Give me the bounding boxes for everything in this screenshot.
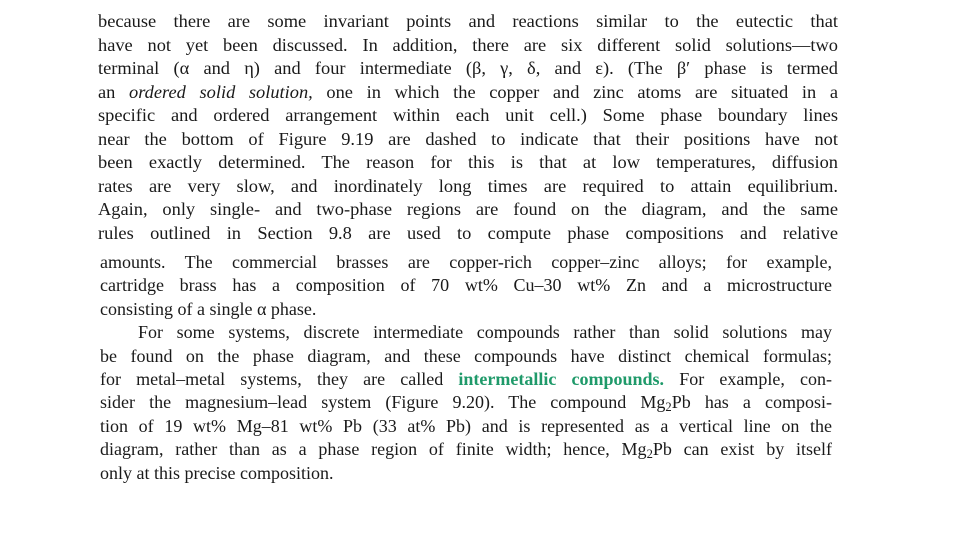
text-line: be found on the phase diagram, and these compounds have distinct chemical formulas; <box>100 345 832 366</box>
text-line: For some systems, discrete intermediate compounds rather than solid solutions may <box>138 322 832 343</box>
text-segment: one in which the copper and zinc atoms are situated in a <box>312 81 838 102</box>
subscript: 2 <box>646 447 653 462</box>
text-line: have not yet been discussed. In addition, there are six different solid solutions—two <box>98 34 838 55</box>
italic-term-ordered-solid-solution: ordered solid solution, <box>129 81 313 102</box>
text-line: specific and ordered arrangement within each unit cell.) Some phase boundary lines <box>98 105 838 125</box>
key-term-intermetallic-compounds: intermetallic compounds. <box>458 369 665 390</box>
paragraph-intermetallic <box>100 251 832 485</box>
text-segment: an <box>98 81 129 102</box>
text-line: only at this precise composition. <box>100 462 334 483</box>
text-line: rules outlined in Section 9.8 are used to compute phase compositions and relative <box>98 222 838 243</box>
text-segment: Pb has a composi- <box>671 392 832 413</box>
text-line <box>100 438 832 461</box>
text-line: been exactly determined. The reason for this is that at low temperatures, diffusion <box>98 152 838 172</box>
text-line: amounts. The commercial brasses are copper-rich copper–zinc alloys; for example, <box>100 252 832 272</box>
text-line: terminal (α and η) and four intermediate (β, γ, δ, and ε). (The β′ phase is termed <box>98 58 838 78</box>
text-segment: sider the magnesium–lead system (Figure 9.20). The compound Mg <box>100 392 666 413</box>
paragraph-continued <box>98 10 838 245</box>
text-line: near the bottom of Figure 9.19 are dashed to indicate that their positions have not <box>98 128 838 149</box>
text-line <box>100 391 832 414</box>
text-line: because there are some invariant points and reactions similar to the eutectic that <box>98 11 838 31</box>
text-line <box>100 368 832 391</box>
text-line: rates are very slow, and inordinately long times are required to attain equilibrium. <box>98 175 838 196</box>
text-segment: Pb can exist by itself <box>652 439 833 460</box>
text-line: cartridge brass has a composition of 70 wt% Cu–30 wt% Zn and a microstructure <box>100 275 832 296</box>
text-line: Again, only single- and two-phase regions are found on the diagram, and the same <box>98 199 838 219</box>
text-line: consisting of a single α phase. <box>100 298 317 319</box>
text-line <box>98 81 838 105</box>
text-segment: diagram, rather than as a phase region of finite width; hence, Mg <box>100 439 647 460</box>
text-line: tion of 19 wt% Mg–81 wt% Pb (33 at% Pb) and is represented as a vertical line on the <box>100 415 832 436</box>
text-segment: For example, con- <box>664 369 832 390</box>
subscript: 2 <box>665 400 672 415</box>
text-segment: for metal–metal systems, they are called <box>100 369 459 390</box>
